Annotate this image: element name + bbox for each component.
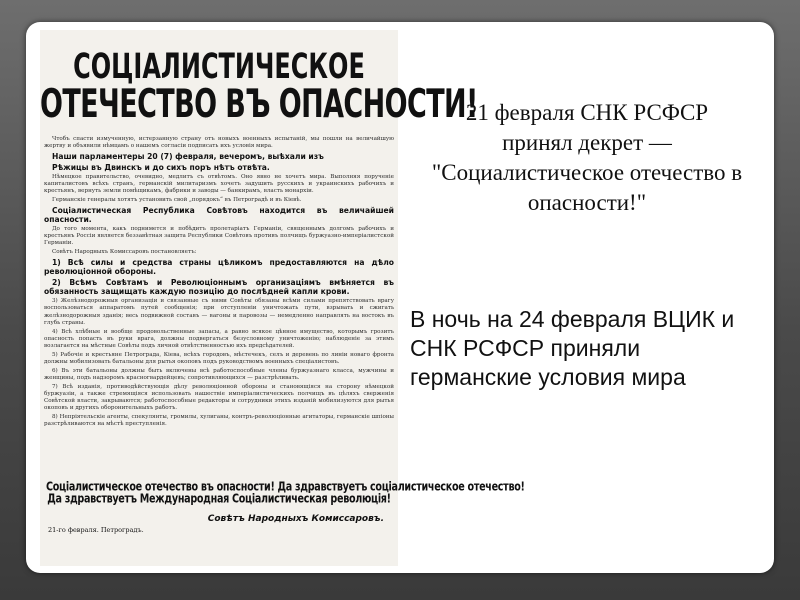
decree-body-text [44, 136, 394, 430]
decree-footer-slogan1: Соціалистическое отечество въ опасности! Да здравствуетъ соціалистическое отечество! [46, 480, 525, 495]
decree-footer [46, 480, 525, 534]
decree-paragraph: До того момента, какъ поднимется и побѣдитъ пролетаріатъ Германіи, священнымъ долгомъ рабочихъ и крестьянъ Россіи является беззавѣтная защита Республики Совѣтовъ противъ полчищъ буржуазно-имперіалистской Германіи. [44, 225, 394, 247]
decree-paragraph: 1) Всѣ силы и средства страны цѣликомъ предоставляются на дѣло революціонной обороны. [44, 257, 394, 277]
decree-heading-line2: ОТЕЧЕСТВО ВЪ ОПАСНОСТИ! [40, 82, 478, 127]
decree-paragraph: Совѣтъ Народныхъ Комиссаровъ постановляетъ: [52, 248, 197, 255]
decree-date-place: 21-го февраля. Петроградъ. [48, 526, 144, 534]
caption-peace-terms [410, 305, 770, 392]
decree-paragraph: Чтобъ спасти измученную, истерзанную страну отъ новыхъ военныхъ испытаній, мы пошли на величайшую жертву и объявили нѣмцамъ о нашемъ согласіи подписать ихъ условія мира. [44, 136, 394, 150]
decree-paragraph: 7) Всѣ изданія, противодѣйствующія дѣлу революціонной обороны и становящіяся на сторону нѣмецкой буржуазіи, а также стремящіяся использовать нашествіе имперіалистическихъ полчищъ въ цѣляхъ сверженія Совѣтской власти, закрываются; работоспособные редакторы и сотрудники этихъ изданій мобилизуются для рытья окоповъ и другихъ оборонительныхъ работъ. [44, 383, 394, 412]
decree-signature: Совѣтъ Народныхъ Комиссаровъ. [207, 514, 384, 524]
decree-paragraph: 3) Желѣзнодорожныя организаціи и связанные съ ними Совѣты обязаны всѣми силами препятствовать врагу воспользоваться аппаратомъ путей сообщенія; при отступленіи уничтожать пути, взрывать и сжигать желѣзнодорожныя зданія; весь подвижной составъ — вагоны и паровозы — немедленно направлять на востокъ въ глубь страны. [44, 298, 394, 326]
decree-paragraph: Германскіе генералы хотятъ установить свой „порядокъ“ въ Петроградѣ и въ Кіевѣ. [52, 196, 302, 203]
decree-heading-line1: СОЦІАЛИСТИЧЕСКОЕ [73, 46, 365, 87]
caption-line: В ночь на 24 февраля ВЦИК и [410, 306, 735, 332]
decree-footer-slogan2: Да здравствуетъ Международная Соціалистическая революція! [47, 492, 391, 507]
decree-paragraph: Рѣжицы въ Двинскъ и до сихъ поръ нѣтъ отвѣта. [52, 162, 270, 172]
caption-line: опасности!" [527, 190, 647, 215]
slide [26, 22, 774, 573]
caption-line: СНК РСФСР приняли [410, 335, 641, 361]
decree-paragraph: Нѣмецкое правительство, очевидно, медлитъ съ отвѣтомъ. Оно явно не хочетъ мира. Выполняя порученіе капиталистовъ всѣхъ странъ, германскій милитаризмъ хочетъ задушить русскихъ и украинскихъ рабочихъ и крестьянъ, вернуть земли помѣщикамъ, фабрики и заводы — банкирамъ, власть монархіи. [44, 173, 394, 195]
caption-line: принял декрет — [502, 130, 672, 155]
decree-scan-image [40, 30, 525, 566]
decree-paragraph: Наши парламентеры 20 (7) февраля, вечеромъ, выѣхали изъ [52, 151, 324, 161]
caption-line: германские условия мира [410, 364, 686, 390]
decree-paragraph: 5) Рабочіе и крестьяне Петрограда, Кіева, всѣхъ городовъ, мѣстечекъ, селъ и деревень по линіи новаго фронта должны мобилизовать батальоны для рытья окоповъ подъ руководствомъ военныхъ спеціалистовъ. [44, 351, 394, 365]
caption-line: 21 февраля СНК РСФСР [465, 100, 709, 125]
decree-paragraph: 2) Всѣмъ Совѣтамъ и Революціоннымъ организаціямъ вмѣняется въ обязанность защищать каждую позицію до послѣдней капли крови. [44, 277, 394, 297]
decree-paragraph: Соціалистическая Республика Совѣтовъ находится въ величайшей опасности. [44, 205, 394, 224]
decree-paragraph: 8) Непріятельскіе агенты, спекулянты, громилы, хулиганы, контръ-революціонные агитаторы, германскіе шпіоны разстрѣливаются на мѣстѣ преступленія. [44, 413, 394, 428]
caption-decree-date [406, 98, 768, 218]
caption-line: "Социалистическое отечество в [431, 160, 743, 185]
decree-paragraph: 6) Въ эти батальоны должны быть включены всѣ работоспособные члены буржуазнаго класса, мужчины и женщины, подъ надзоромъ красногвардейцевъ; сопротивляющихся — разстрѣливать. [44, 367, 394, 381]
decree-paragraph: 4) Всѣ хлѣбные и вообще продовольственные запасы, а равно всякое цѣнное имущество, которымъ грозитъ опасность попасть въ руки врага, должны подвергаться безусловному уничтоженію; наблюденіе за этимъ возлагается на мѣстные Совѣты подъ личной отвѣтственностью ихъ предсѣдателей. [44, 328, 394, 349]
